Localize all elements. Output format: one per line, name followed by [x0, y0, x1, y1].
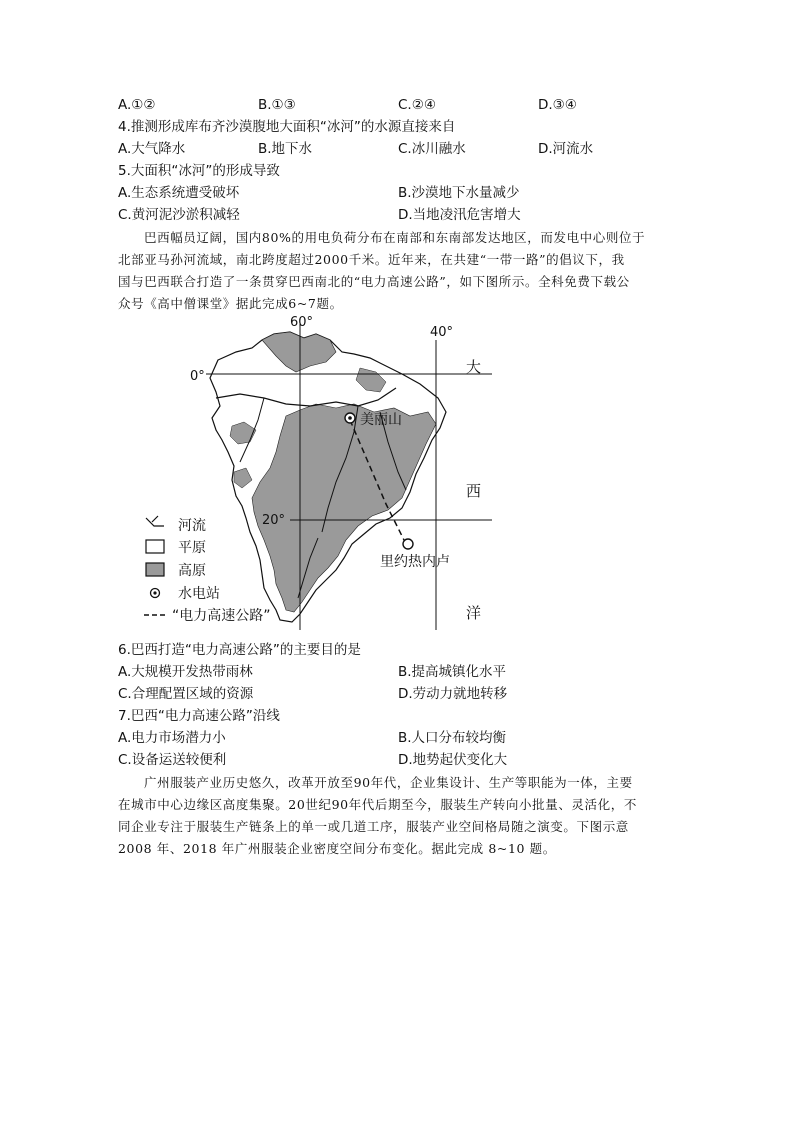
label-lon-60: 60°	[290, 315, 314, 330]
q6-option-d[interactable]: D.劳动力就地转移	[398, 686, 508, 702]
q5-option-c[interactable]: C.黄河泥沙淤积减轻	[118, 207, 240, 223]
legend-plateau-icon	[146, 563, 164, 576]
label-ocean-2: 西	[466, 482, 482, 500]
q4-option-d[interactable]: D.河流水	[538, 141, 594, 157]
q7-option-c[interactable]: C.设备运送较便利	[118, 752, 227, 768]
q7-option-a[interactable]: A.电力市场潜力小	[118, 730, 226, 746]
passage-line: 在城市中心边缘区高度集聚。20世纪90年代后期至今，服装生产转向小批量、灵活化，不	[118, 797, 637, 812]
q5-option-b[interactable]: B.沙漠地下水量减少	[398, 185, 520, 201]
q4-option-b[interactable]: B.地下水	[258, 141, 313, 157]
city-marker-icon	[403, 539, 413, 549]
q4-stem: 4.推测形成库布齐沙漠腹地大面积“冰河”的水源直接来自	[118, 119, 456, 135]
q3-option-b[interactable]: B.①③	[258, 97, 296, 113]
q4-option-c[interactable]: C.冰川融水	[398, 141, 466, 157]
legend-plain-icon	[146, 540, 164, 553]
brazil-map	[140, 312, 492, 630]
passage-line: 广州服装产业历史悠久，改革开放至90年代，企业集设计、生产等职能为一体，主要	[144, 775, 633, 790]
legend-river-icon	[146, 516, 164, 526]
label-lat-0: 0°	[190, 369, 205, 384]
passage-line: 北部亚马孙河流域，南北跨度超过2000千米。近年来，在共建“一带一路”的倡议下，我	[118, 252, 625, 267]
label-ocean-1: 大	[466, 358, 482, 376]
q6-option-c[interactable]: C.合理配置区域的资源	[118, 686, 254, 702]
q5-option-d[interactable]: D.当地凌汛危害增大	[398, 207, 521, 223]
legend-hydro-dot	[153, 591, 156, 594]
passage-line: 众号《高中僧课堂》据此完成6~7题。	[118, 296, 343, 311]
passage-line: 国与巴西联合打造了一条贯穿巴西南北的“电力高速公路”，如下图所示。全科免费下载公	[118, 274, 630, 289]
q7-option-d[interactable]: D.地势起伏变化大	[398, 752, 508, 768]
legend-highway-label: “电力高速公路”	[172, 608, 271, 624]
legend-hydro-label: 水电站	[178, 586, 220, 602]
passage-guangzhou	[118, 772, 678, 860]
label-city: 里约热内卢	[380, 554, 450, 570]
passage-line: 同企业专注于服装生产链条上的单一或几道工序，服装产业空间格局随之演变。下图示意	[118, 819, 629, 834]
q6-option-b[interactable]: B.提高城镇化水平	[398, 664, 507, 680]
q6-option-a[interactable]: A.大规模开发热带雨林	[118, 664, 253, 680]
passage-line: 2008 年、2018 年广州服装企业密度空间分布变化。据此完成 8~10 题。	[118, 841, 556, 856]
passage-line: 巴西幅员辽阔，国内80%的用电负荷分布在南部和东南部发达地区，而发电中心则位于	[144, 230, 646, 245]
q7-option-b[interactable]: B.人口分布较均衡	[398, 730, 507, 746]
label-station: 美丽山	[360, 412, 402, 428]
q3-option-c[interactable]: C.②④	[398, 97, 436, 113]
label-ocean-3: 洋	[466, 604, 482, 622]
q4-option-a[interactable]: A.大气降水	[118, 141, 186, 157]
passage-brazil	[118, 227, 678, 315]
q5-stem: 5.大面积“冰河”的形成导致	[118, 163, 280, 179]
hydro-station-dot	[348, 416, 352, 420]
q3-option-d[interactable]: D.③④	[538, 97, 577, 113]
q5-option-a[interactable]: A.生态系统遭受破坏	[118, 185, 240, 201]
q3-option-a[interactable]: A.①②	[118, 97, 156, 113]
q7-stem: 7.巴西“电力高速公路”沿线	[118, 708, 280, 724]
legend-river-label: 河流	[178, 518, 206, 534]
label-lat-20: 20°	[262, 513, 286, 528]
q6-stem: 6.巴西打造“电力高速公路”的主要目的是	[118, 642, 361, 658]
legend-plateau-label: 高原	[178, 563, 206, 579]
legend-plain-label: 平原	[178, 540, 206, 556]
label-lon-40: 40°	[430, 325, 454, 340]
